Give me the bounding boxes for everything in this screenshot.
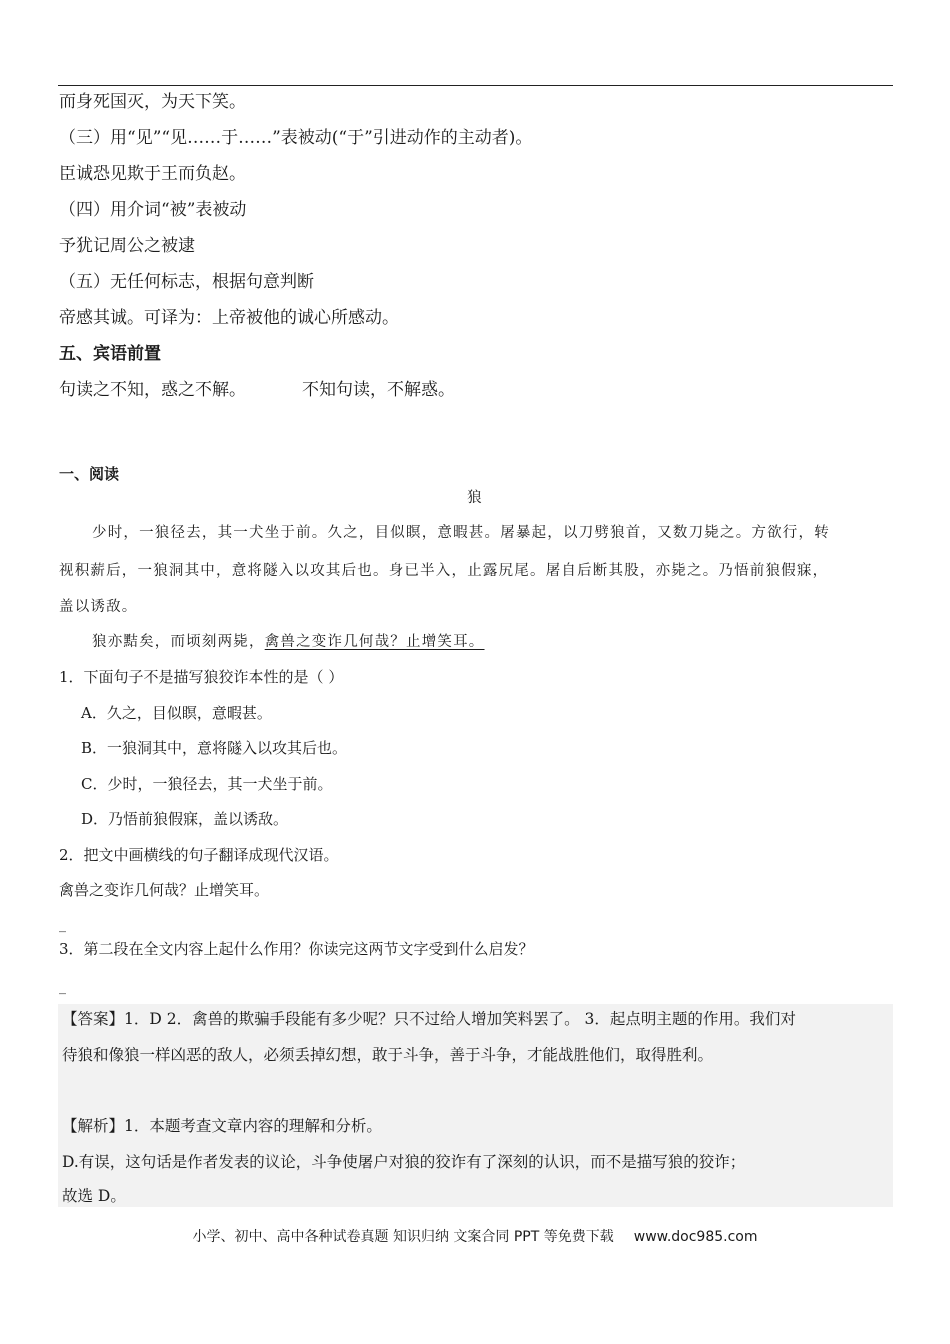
question-3: 3．第二段在全文内容上起什么作用？你读完这两节文字受到什么启发？	[59, 940, 534, 958]
analysis-line: 【解析】1．本题考查文章内容的理解和分析。	[62, 1117, 382, 1135]
header-rule	[58, 85, 893, 86]
section-heading: 一、阅读	[59, 465, 120, 483]
answer-blank: _	[59, 979, 66, 995]
example-sentence: 不知句读，不解惑。	[302, 380, 455, 400]
passage-title: 狼	[467, 490, 483, 506]
passage-text: 狼亦黠矣，而顷刻两毙，	[92, 634, 265, 650]
passage-line	[92, 631, 485, 653]
page-footer	[0, 1226, 950, 1246]
option-c: C．少时，一狼径去，其一犬坐于前。	[81, 775, 333, 793]
analysis-line: D.有误，这句话是作者发表的议论，斗争使屠户对狼的狡诈有了深刻的认识，而不是描写狼的狡诈；	[62, 1153, 746, 1171]
text-line: （五）无任何标志，根据句意判断	[59, 272, 314, 292]
answer-line: 待狼和像狼一样凶恶的敌人，必须丢掉幻想，敢于斗争，善于斗争，才能战胜他们，取得胜利。	[62, 1046, 714, 1064]
question-2-sentence: 禽兽之变诈几何哉？止增笑耳。	[59, 881, 270, 899]
option-d: D．乃悟前狼假寐，盖以诱敌。	[81, 810, 289, 828]
text-line: 臣诚恐见欺于王而负赵。	[59, 164, 246, 184]
question-1: 1．下面句子不是描写狼狡诈本性的是（ ）	[59, 668, 344, 686]
question-2: 2．把文中画横线的句子翻译成现代汉语。	[59, 846, 339, 864]
answer-blank: _	[59, 917, 66, 933]
answer-box	[58, 1004, 893, 1207]
underlined-sentence: 禽兽之变诈几何哉？止增笑耳。	[264, 634, 485, 650]
option-a: A．久之，目似瞑，意暇甚。	[81, 704, 272, 722]
option-b: B．一狼洞其中，意将隧入以攻其后也。	[81, 739, 348, 757]
example-sentence: 句读之不知，惑之不解。	[59, 380, 246, 400]
text-line: 而身死国灭，为天下笑。	[59, 92, 246, 112]
section-heading: 五、宾语前置	[59, 344, 161, 364]
passage-line: 视积薪后，一狼洞其中，意将隧入以攻其后也。身已半入，止露尻尾。屠自后断其股，亦毙之。乃悟前狼假寐，	[59, 563, 829, 579]
text-line	[59, 378, 455, 402]
text-line: （三）用“见”“见……于……”表被动(“于”引进动作的主动者)。	[59, 128, 533, 148]
text-line: （四）用介词“被”表被动	[59, 200, 247, 220]
analysis-line: 故选 D。	[62, 1187, 126, 1205]
passage-line: 盖以诱敌。	[59, 599, 138, 615]
answer-line: 【答案】1．D 2．禽兽的欺骗手段能有多少呢？只不过给人增加笑料罢了。 3．起点明主题的作用。我们对	[62, 1010, 796, 1028]
passage-line: 少时，一狼径去，其一犬坐于前。久之，目似瞑，意暇甚。屠暴起，以刀劈狼首，又数刀毙之。方欲行，转	[92, 525, 830, 541]
footer-text: 小学、初中、高中各种试卷真题 知识归纳 文案合同 PPT 等免费下载	[192, 1229, 614, 1245]
footer-url-link[interactable]: www.doc985.com	[633, 1229, 758, 1245]
text-line: 予犹记周公之被逮	[59, 236, 195, 256]
text-line: 帝感其诚。可译为：上帝被他的诚心所感动。	[59, 308, 399, 328]
